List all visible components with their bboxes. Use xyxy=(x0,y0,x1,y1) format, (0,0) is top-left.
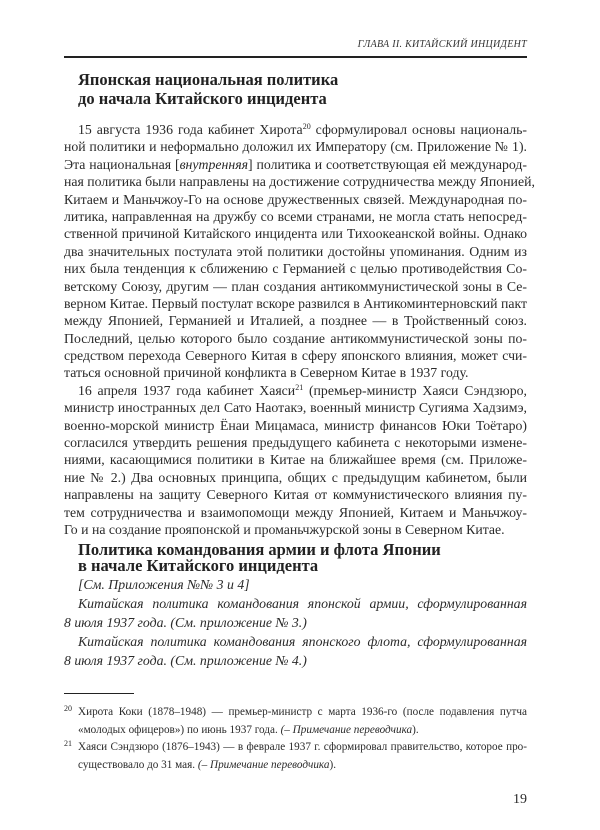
text-segment: средством перехода Северного Китая в сферу японского влияния, может счи- xyxy=(64,348,527,364)
text-line xyxy=(64,138,527,155)
text-line xyxy=(64,347,527,364)
text-segment: ] политика и соответствующая ей международ- xyxy=(248,156,527,172)
text-segment: Хаяси Сэндзюро (1876–1943) — в феврале 1937 г. сформировал правительство, которое про- xyxy=(78,741,527,753)
running-head: ГЛАВА II. КИТАЙСКИЙ ИНЦИДЕНТ xyxy=(357,39,527,50)
text-segment: ниями, касающимися политики в Китае на ближайшее время (см. Приложе- xyxy=(64,452,527,468)
footnote-number: 21 xyxy=(64,739,72,748)
text-line xyxy=(64,295,527,312)
text-segment: Го и на создание прояпонской и проманьчжурской зоны в Северном Китае. xyxy=(64,521,505,537)
text-line xyxy=(64,521,527,538)
text-line xyxy=(64,191,527,208)
text-line xyxy=(64,225,527,242)
text-segment: таться основной причиной конфликта в Северном Китае в 1937 году. xyxy=(64,365,469,381)
section2-body xyxy=(64,575,527,670)
footnote xyxy=(64,704,527,739)
footnotes xyxy=(64,704,527,774)
text-line xyxy=(64,156,527,173)
section2-heading xyxy=(78,542,441,574)
text-line xyxy=(64,469,527,486)
text-line xyxy=(64,434,527,451)
text-segment: Китайская политика командования японской армии, сформулированная xyxy=(78,596,527,611)
paragraph xyxy=(64,632,527,670)
text-segment: Китайская политика командования японского флота, сформулированная xyxy=(78,634,527,649)
page-number: 19 xyxy=(513,792,527,807)
text-segment: существовало до 31 мая. xyxy=(78,758,198,771)
text-segment: ). xyxy=(329,758,336,771)
text-line xyxy=(64,504,527,521)
section1-body xyxy=(64,121,535,538)
text-segment: Китаем и Маньчжоу-Го на основе дружественных связей. Международная по- xyxy=(64,191,527,207)
text-segment: ной политики и неформально доложил их Императору (см. Приложение № 1). xyxy=(64,139,527,155)
text-line xyxy=(64,312,527,329)
text-segment: согласился утвердить решения предыдущего кабинета с некоторыми измене- xyxy=(64,435,527,451)
text-line xyxy=(64,486,527,503)
text-segment: 15 августа 1936 года кабинет Хирота xyxy=(78,122,303,137)
text-segment: 8 июля 1937 года. (См. приложение № 3.) xyxy=(64,615,307,630)
text-line xyxy=(64,382,527,399)
footnote-number: 20 xyxy=(64,704,72,713)
text-line xyxy=(64,417,527,434)
text-line xyxy=(64,173,535,190)
section1-heading-line: Японская национальная политика xyxy=(78,70,339,89)
text-segment: Хирота Коки (1878–1948) — премьер-министр с марта 1936-го (после подавления путча xyxy=(78,706,527,718)
text-segment: них была тенденция к сближению с Германией с целью противодействия Со- xyxy=(64,261,527,277)
paragraph xyxy=(64,575,527,594)
text-segment: Последний, целью которого было создание антикоммунистической зоны по- xyxy=(64,330,527,346)
text-segment: ветскому Союзу, другим — план создания антикоммунистической зоны в Се- xyxy=(64,278,527,294)
header-rule xyxy=(64,56,527,58)
text-segment: литика, направленная на дружбу со всеми странами, не могла стать непосред- xyxy=(64,208,527,224)
text-segment: верном Китае. Первый постулат вскоре развился в Антикоминтерновский пакт xyxy=(64,295,528,311)
text-segment: ние № 2.) Два основных принципа, общих с предыдущим кабинетом, были xyxy=(64,469,527,485)
text-segment: два значительных постулата этой политики достойны упоминания. Одним из xyxy=(64,243,527,259)
paragraph xyxy=(64,594,527,632)
text-line xyxy=(64,243,527,260)
section2-heading-line: Политика командования армии и флота Японии xyxy=(78,540,441,559)
text-segment: ). xyxy=(412,723,419,736)
text-segment: между Японией, Германией и Италией, а позднее — в Тройственный союз. xyxy=(64,313,527,329)
text-line xyxy=(64,651,527,670)
text-segment: внутренняя xyxy=(179,156,249,172)
text-segment: направлены на защиту Северного Китая от коммунистического влияния пу- xyxy=(64,487,527,503)
text-segment: Эта национальная [ xyxy=(64,156,180,172)
text-segment: (– Примечание переводчика xyxy=(197,758,330,771)
text-segment: ственной причиной Китайского инцидента или Тихоокеанской войны. Однако xyxy=(64,226,527,242)
text-line xyxy=(64,594,527,613)
text-line xyxy=(64,451,527,468)
text-segment: сформулировал основы националь- xyxy=(310,122,527,137)
paragraph xyxy=(64,382,527,539)
text-line xyxy=(64,757,527,775)
text-line xyxy=(64,704,527,722)
text-segment: тем сотрудничества и взаимопомощи между Японией, Китаем и Маньчжоу- xyxy=(64,504,527,520)
text-line xyxy=(64,739,527,757)
footnote-ref: 20 xyxy=(302,122,311,131)
text-line xyxy=(64,260,527,277)
text-line xyxy=(64,364,527,381)
text-line xyxy=(64,278,527,295)
text-line xyxy=(64,121,527,138)
text-segment: министр иностранных дел Сато Наотакэ, военный министр Сугияма Хадзимэ, xyxy=(64,400,527,416)
text-line xyxy=(64,722,527,740)
section2-heading-line: в начале Китайского инцидента xyxy=(78,556,319,575)
footnote-ref: 21 xyxy=(295,382,304,392)
section1-heading-line: до начала Китайского инцидента xyxy=(78,89,327,108)
text-segment: военно-морской министр Ёнаи Мицамаса, министр финансов Юки Тоётаро) xyxy=(64,417,527,433)
text-segment: (– Примечание переводчика xyxy=(280,723,413,736)
text-line xyxy=(64,208,527,225)
text-line xyxy=(64,399,527,416)
section1-heading xyxy=(78,70,338,108)
footnote-rule xyxy=(64,693,134,694)
text-segment: ная политика были направлены на достижение сотрудничества между Японией, xyxy=(64,174,535,190)
text-segment: [См. Приложения №№ 3 и 4] xyxy=(78,577,250,592)
text-line xyxy=(64,330,527,347)
footnote xyxy=(64,739,527,774)
paragraph xyxy=(64,121,535,382)
text-segment: (премьер-министр Хаяси Сэндзюро, xyxy=(303,382,527,398)
text-line xyxy=(64,575,527,594)
text-segment: «молодых офицеров») по июнь 1937 года. xyxy=(78,723,281,736)
text-line xyxy=(64,613,527,632)
text-segment: 16 апреля 1937 года кабинет Хаяси xyxy=(78,382,296,398)
text-segment: 8 июля 1937 года. (См. приложение № 4.) xyxy=(64,653,307,668)
text-line xyxy=(64,632,527,651)
